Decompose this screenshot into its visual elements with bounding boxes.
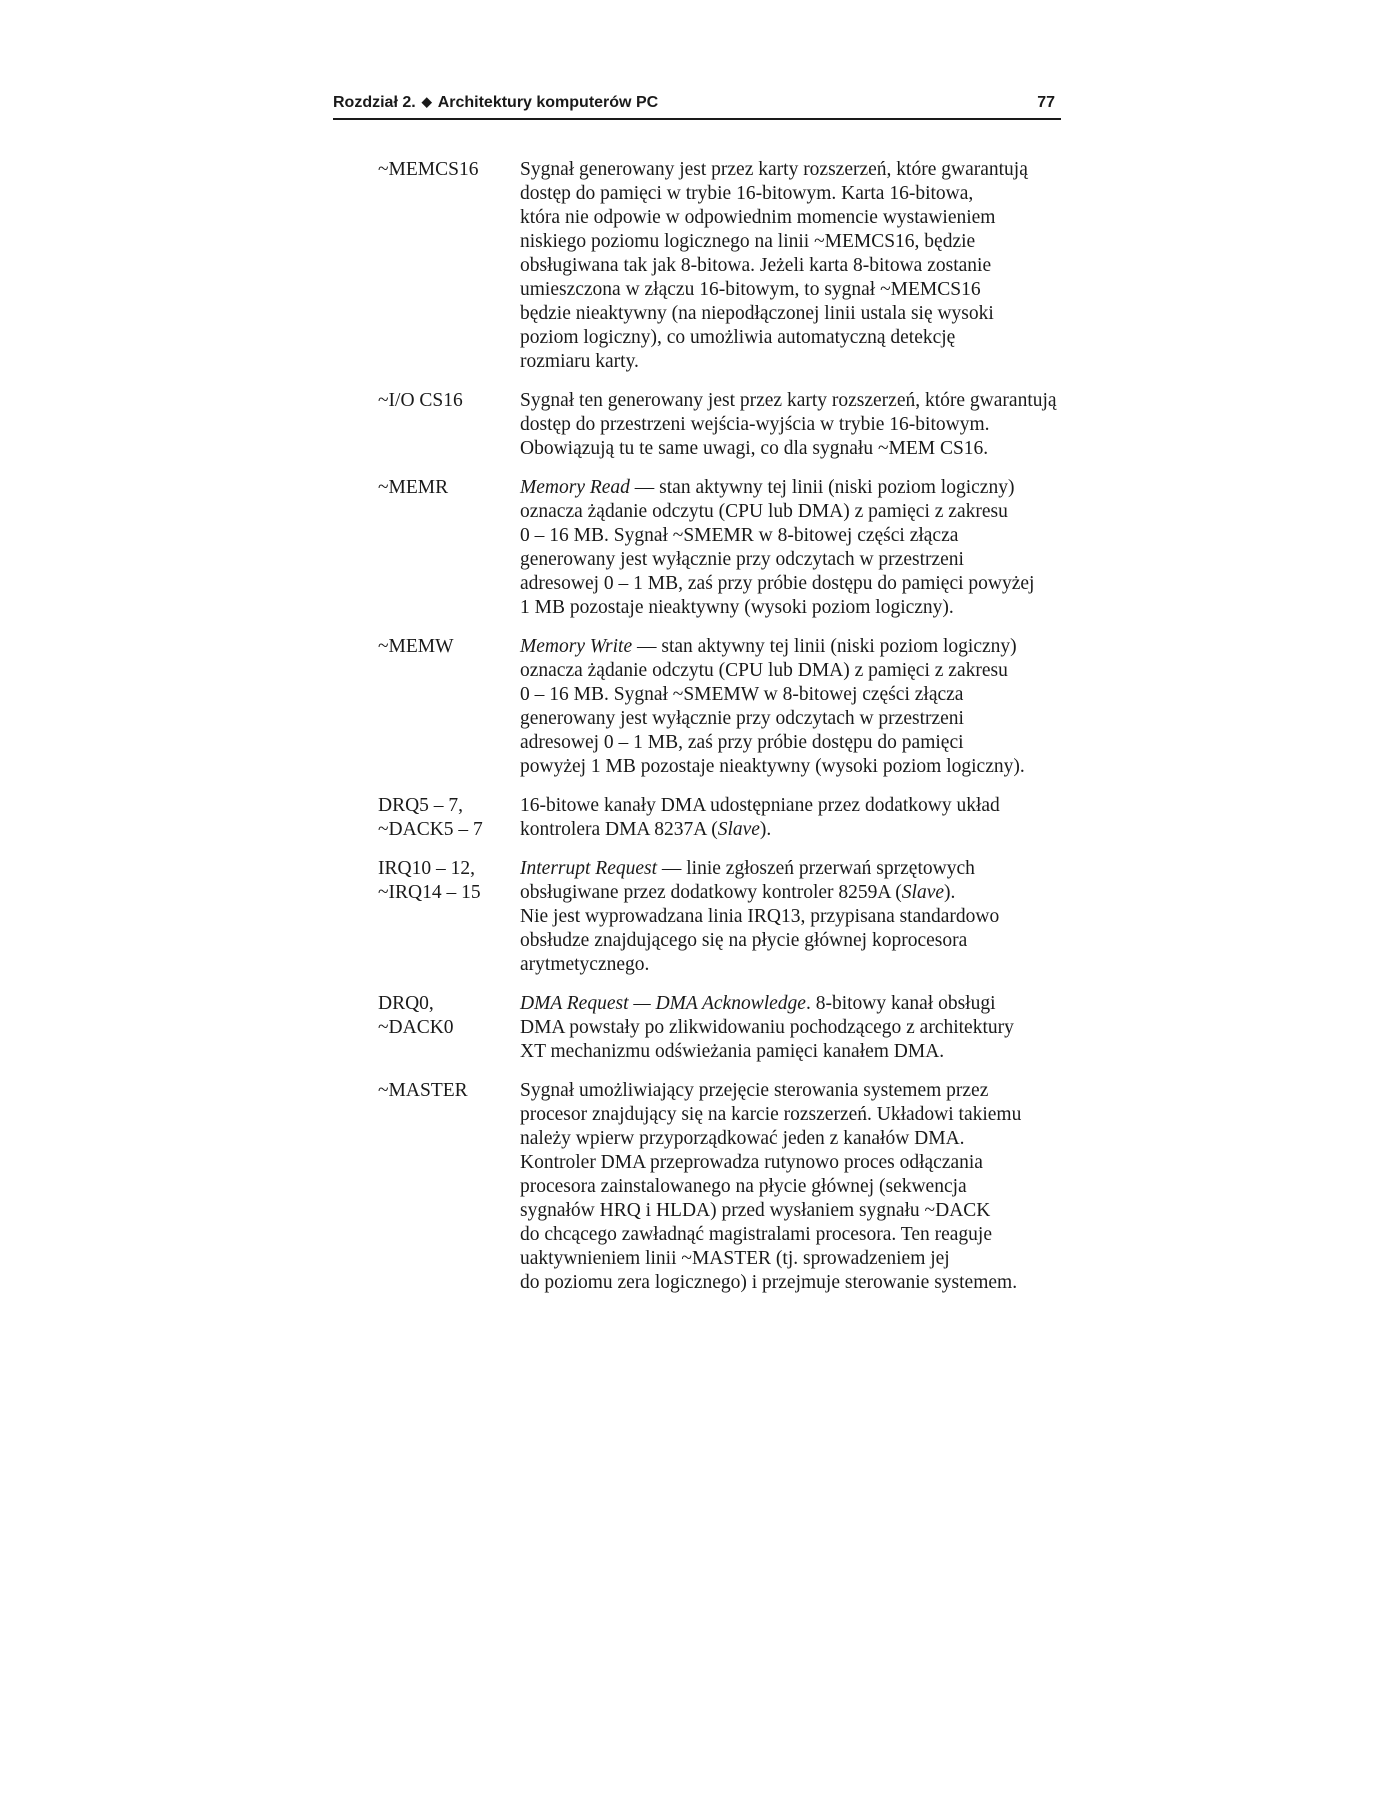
running-head (333, 90, 1061, 116)
desc-line: 1 MB pozostaje nieaktywny (wysoki poziom logiczny). (520, 597, 954, 618)
signal-term (378, 389, 520, 461)
desc-line: 0 – 16 MB. Sygnał ~SMEMW w 8-bitowej części złącza (520, 684, 964, 705)
desc-line: arytmetycznego. (520, 954, 650, 975)
signal-term-line: ~DACK5 – 7 (378, 819, 483, 840)
signal-term (378, 992, 520, 1064)
signal-term-line: ~DACK0 (378, 1017, 454, 1038)
desc-line: Sygnał ten generowany jest przez karty rozszerzeń, które gwarantują (520, 390, 1057, 411)
desc-line: do poziomu zera logicznego) i przejmuje sterowanie systemem. (520, 1272, 1018, 1293)
signal-description (520, 389, 1060, 461)
signal-full-name: Memory Write (520, 636, 633, 657)
desc-line: poziom logiczny), co umożliwia automatyczną detekcję (520, 327, 956, 348)
signal-term (378, 158, 520, 374)
desc-line: — stan aktywny tej linii (niski poziom logiczny) (629, 477, 1015, 498)
desc-line: umieszczona w złączu 16-bitowym, to sygnał ~MEMCS16 (520, 279, 981, 300)
desc-line: generowany jest wyłącznie przy odczytach w przestrzeni (520, 708, 964, 729)
desc-line: generowany jest wyłącznie przy odczytach w przestrzeni (520, 549, 964, 570)
signal-entry-memr (378, 476, 1068, 620)
signal-description (520, 1079, 1060, 1295)
desc-line: ). (944, 882, 956, 903)
desc-line: Kontroler DMA przeprowadza rutynowo proces odłączania (520, 1152, 983, 1173)
desc-line: ). (759, 819, 772, 840)
signal-entry-drq5-7 (378, 794, 1068, 842)
signal-term (378, 476, 520, 620)
chapter-number: Rozdział 2. (333, 94, 416, 111)
desc-line: kontrolera DMA 8237A ( (520, 819, 718, 840)
signal-term (378, 1079, 520, 1295)
desc-line: Obowiązują tu te same uwagi, co dla sygnału ~MEM CS16. (520, 438, 989, 459)
desc-line: Sygnał umożliwiający przejęcie sterowania systemem przez (520, 1080, 989, 1101)
signal-description (520, 794, 1060, 842)
diamond-icon: ◆ (421, 94, 432, 109)
desc-line: będzie nieaktywny (na niepodłączonej linii ustala się wysoki (520, 303, 994, 324)
signal-full-name: Interrupt Request (520, 858, 658, 879)
signal-entry-drq0 (378, 992, 1068, 1064)
signal-term (378, 794, 520, 842)
desc-line: obsłudze znajdującego się na płycie głównej koprocesora (520, 930, 968, 951)
signal-entry-memcs16 (378, 158, 1068, 374)
desc-line: dostęp do przestrzeni wejścia-wyjścia w trybie 16-bitowym. (520, 414, 990, 435)
desc-line: obsługiwana tak jak 8-bitowa. Jeżeli karta 8-bitowa zostanie (520, 255, 992, 276)
desc-line: 16-bitowe kanały DMA udostępniane przez dodatkowy układ (520, 795, 1000, 816)
signal-term-line: IRQ10 – 12, (378, 858, 475, 879)
desc-line: procesora zainstalowanego na płycie głównej (sekwencja (520, 1176, 967, 1197)
signal-term-line: ~MEMR (378, 477, 449, 498)
signal-entry-irq10-15 (378, 857, 1068, 977)
desc-line: adresowej 0 – 1 MB, zaś przy próbie dostępu do pamięci (520, 732, 964, 753)
signal-term-line: ~MASTER (378, 1080, 468, 1101)
header-rule (333, 118, 1061, 120)
desc-line: obsługiwane przez dodatkowy kontroler 8259A ( (520, 882, 902, 903)
signal-term-line: ~IRQ14 – 15 (378, 882, 481, 903)
signal-description (520, 857, 1060, 977)
desc-line: uaktywnieniem linii ~MASTER (tj. sprowadzeniem jej (520, 1248, 950, 1269)
signal-term-line: DRQ5 – 7, (378, 795, 464, 816)
desc-line: — stan aktywny tej linii (niski poziom logiczny) (632, 636, 1017, 657)
desc-line: Sygnał generowany jest przez karty rozszerzeń, które gwarantują (520, 159, 1028, 180)
signal-description (520, 635, 1060, 779)
desc-line: która nie odpowie w odpowiednim momencie wystawieniem (520, 207, 996, 228)
signal-entry-io-cs16 (378, 389, 1068, 461)
desc-line: sygnałów HRQ i HLDA) przed wysłaniem sygnału ~DACK (520, 1200, 991, 1221)
signal-term (378, 635, 520, 779)
desc-line: DMA powstały po zlikwidowaniu pochodzącego z architektury (520, 1017, 1014, 1038)
desc-line: należy wpierw przyporządkować jeden z kanałów DMA. (520, 1128, 965, 1149)
signal-term-line: DRQ0, (378, 993, 434, 1014)
signal-full-name: Memory Read (520, 477, 630, 498)
desc-line: oznacza żądanie odczytu (CPU lub DMA) z pamięci z zakresu (520, 501, 1008, 522)
desc-line: rozmiaru karty. (520, 351, 639, 372)
desc-line: dostęp do pamięci w trybie 16-bitowym. Karta 16-bitowa, (520, 183, 974, 204)
signal-list (378, 158, 1068, 1310)
desc-line: — linie zgłoszeń przerwań sprzętowych (657, 858, 975, 879)
signal-full-name: DMA Request — DMA Acknowledge (520, 993, 806, 1014)
desc-line: . 8-bitowy kanał obsługi (805, 993, 996, 1014)
desc-line: niskiego poziomu logicznego na linii ~MEMCS16, będzie (520, 231, 976, 252)
desc-line: Nie jest wyprowadzana linia IRQ13, przypisana standardowo (520, 906, 1000, 927)
slave-term: Slave (717, 819, 760, 840)
slave-term: Slave (901, 882, 945, 903)
desc-line: powyżej 1 MB pozostaje nieaktywny (wysoki poziom logiczny). (520, 756, 1025, 777)
desc-line: adresowej 0 – 1 MB, zaś przy próbie dostępu do pamięci powyżej (520, 573, 1035, 594)
chapter-title (333, 90, 658, 116)
desc-line: XT mechanizmu odświeżania pamięci kanałem DMA. (520, 1041, 945, 1062)
signal-description (520, 476, 1060, 620)
chapter-name: Architektury komputerów PC (437, 94, 659, 111)
signal-entry-memw (378, 635, 1068, 779)
desc-line: oznacza żądanie odczytu (CPU lub DMA) z pamięci z zakresu (520, 660, 1008, 681)
desc-line: do chcącego zawładnąć magistralami procesora. Ten reaguje (520, 1224, 992, 1245)
signal-term (378, 857, 520, 977)
desc-line: procesor znajdujący się na karcie rozszerzeń. Układowi takiemu (520, 1104, 1022, 1125)
desc-line: 0 – 16 MB. Sygnał ~SMEMR w 8-bitowej części złącza (520, 525, 959, 546)
signal-description (520, 158, 1060, 374)
signal-entry-master (378, 1079, 1068, 1295)
signal-term-line: ~MEMW (378, 636, 454, 657)
signal-term-line: ~MEMCS16 (378, 159, 479, 180)
signal-term-line: ~I/O CS16 (378, 390, 463, 411)
signal-description (520, 992, 1060, 1064)
page-number: 77 (1037, 94, 1055, 111)
